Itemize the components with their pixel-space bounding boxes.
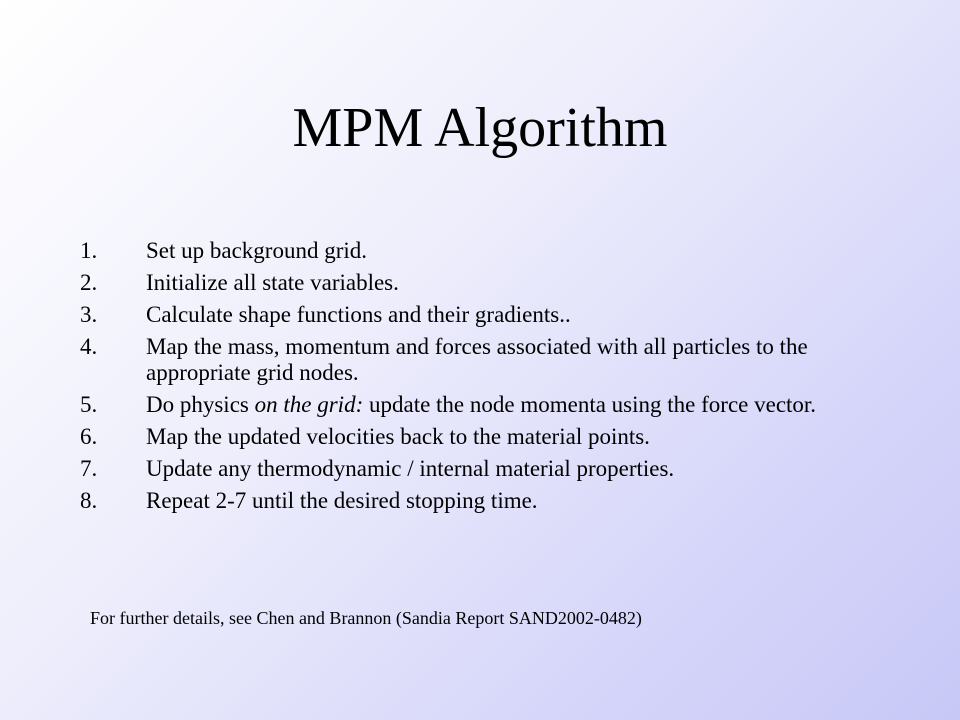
step-text xyxy=(146,392,900,418)
list-item xyxy=(80,456,900,482)
list-item xyxy=(80,302,900,328)
footnote-reference: For further details, see Chen and Brannon (Sandia Report SAND2002-0482) xyxy=(90,608,642,628)
step-text: Initialize all state variables. xyxy=(146,270,399,295)
step-number: 3. xyxy=(80,302,98,327)
step-number: 2. xyxy=(80,270,98,295)
list-item xyxy=(80,238,900,264)
step-text: Map the updated velocities back to the material points. xyxy=(146,424,650,449)
step-number: 8. xyxy=(80,488,98,513)
step-text: Update any thermodynamic / internal material properties. xyxy=(146,456,675,481)
step-text-after: update the node momenta using the force vector. xyxy=(363,392,817,417)
list-item xyxy=(80,270,900,296)
step-number: 5. xyxy=(80,392,98,417)
slide-title: MPM Algorithm xyxy=(292,97,668,159)
step-text: Repeat 2-7 until the desired stopping time. xyxy=(146,488,538,513)
list-item xyxy=(80,488,900,514)
step-number: 4. xyxy=(80,334,98,359)
step-text: Set up background grid. xyxy=(146,238,368,263)
step-number: 6. xyxy=(80,424,98,449)
algorithm-steps xyxy=(80,238,900,520)
step-text: Calculate shape functions and their gradients.. xyxy=(146,302,571,327)
step-text: Map the mass, momentum and forces associated with all particles to the appropriate grid nodes. xyxy=(146,334,808,385)
step-text-before: Do physics xyxy=(146,392,255,417)
list-item xyxy=(80,392,900,418)
step-text-emphasis: on the grid: xyxy=(254,392,364,417)
list-item xyxy=(80,424,900,450)
step-number: 7. xyxy=(80,456,98,481)
list-item xyxy=(80,334,900,386)
step-number: 1. xyxy=(80,238,98,263)
